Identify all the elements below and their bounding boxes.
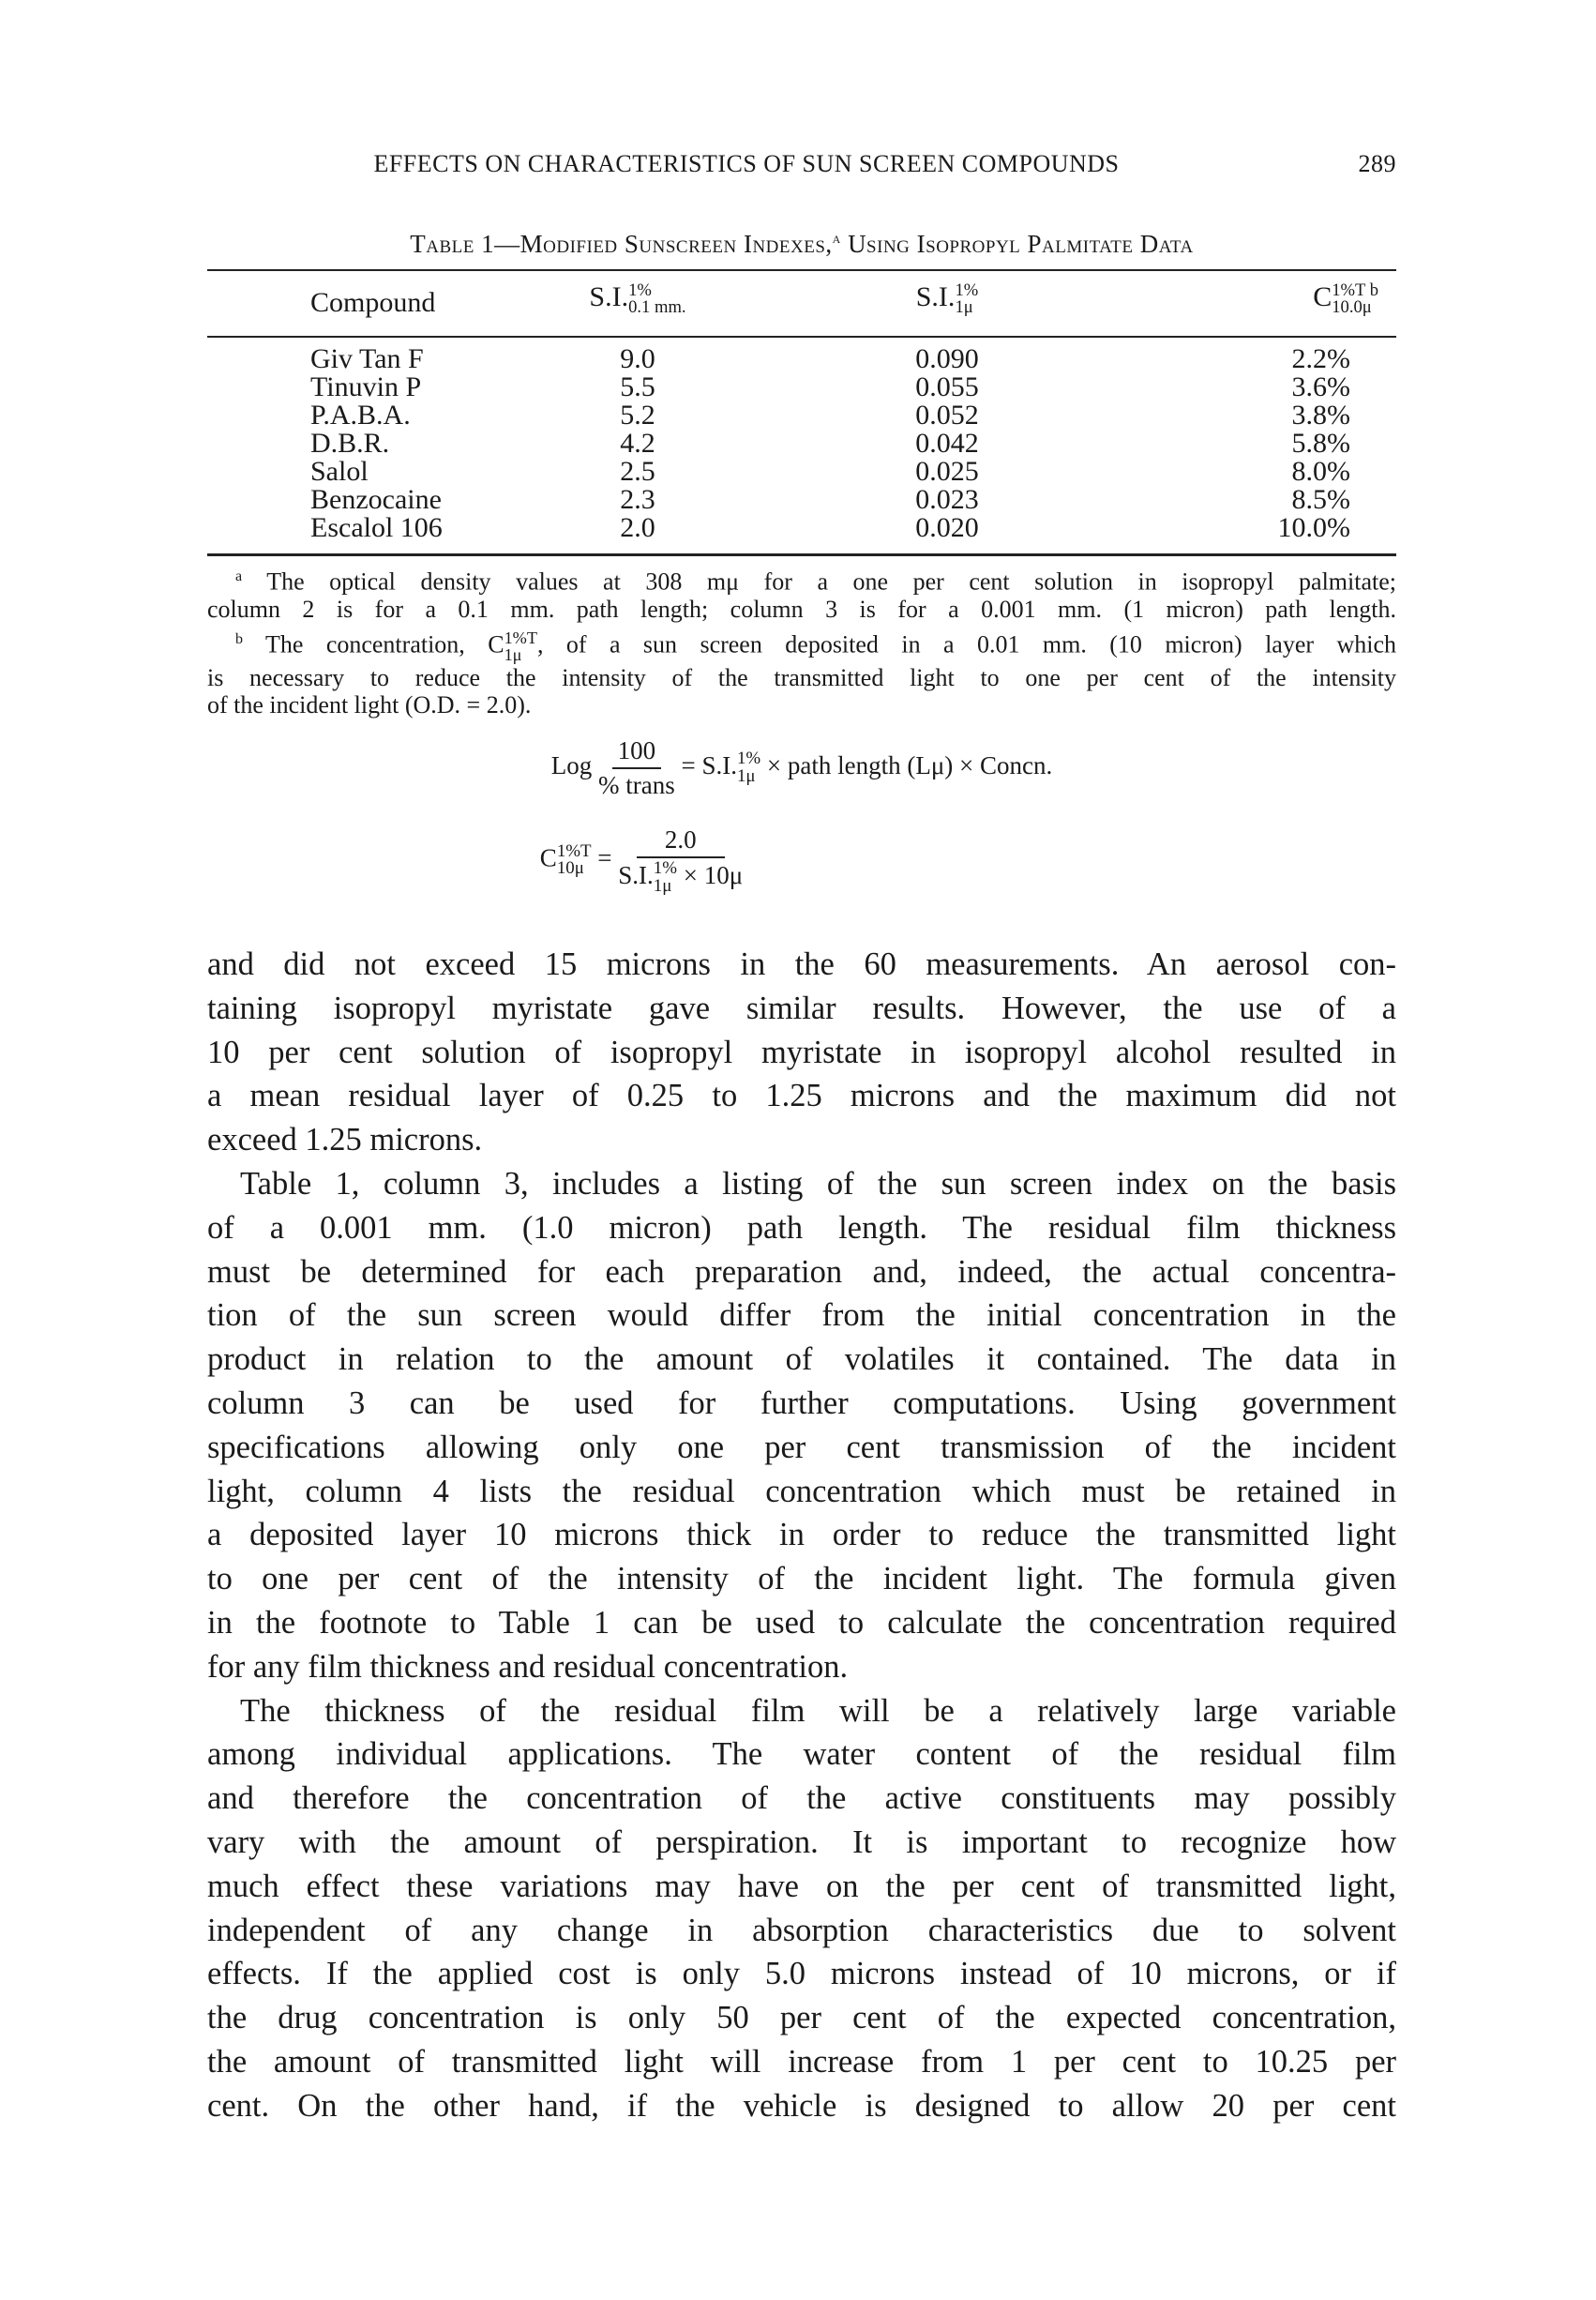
footnote-a-line [207, 563, 1396, 596]
si-1mu-cell: 0.023 [915, 484, 979, 515]
header-compound: Compound [310, 287, 436, 318]
si-01mm-cell: 5.5 [620, 371, 655, 402]
text-line: product in relation to the amount of volatiles it contained. The data in [207, 1341, 1396, 1378]
text-line: The thickness of the residual film will be a relatively large variable [240, 1692, 1396, 1729]
table-title-rest: Using Isopropyl Palmitate Data [840, 230, 1194, 258]
text-line: the amount of transmitted light will increase from 1 per cent to 10.25 per [207, 2043, 1396, 2080]
math-sup: 1%T [504, 628, 537, 648]
compound-cell: Escalol 106 [310, 512, 443, 543]
footnote-text: The optical density values at 308 mμ for a one per cent solution in isopropyl palmitate; [266, 567, 1396, 596]
text-line: cent. On the other hand, if the vehicle is designed to allow 20 per cent [207, 2087, 1396, 2124]
footnote-b-line [207, 624, 1396, 664]
text-line: and did not exceed 15 microns in the 60 measurements. An aerosol con- [207, 946, 1396, 982]
denominator: % trans [597, 771, 675, 799]
text-line: tion of the sun screen would differ from the initial concentration in the [207, 1297, 1396, 1334]
footnote-b-line: of the incident light (O.D. = 2.0). [207, 691, 532, 719]
text-line: vary with the amount of perspiration. It is important to recognize how [207, 1823, 1396, 1860]
footnote-b-line: is necessary to reduce the intensity of the transmitted light to one per cent of the intensity [207, 663, 1396, 691]
footnote-text: , of a sun screen deposited in a 0.01 mm. (10 micron) layer which [536, 630, 1396, 658]
math-text: = S.I. [681, 751, 737, 780]
table-top-rule [207, 269, 1396, 271]
si-1mu-cell: 0.090 [915, 343, 979, 374]
concentration-cell: 10.0% [1277, 512, 1350, 543]
header-sup: 1% [628, 280, 652, 300]
math-text: × path length (Lμ) × Concn. [760, 751, 1053, 780]
footnote-mark: b [235, 630, 243, 647]
running-head-title: EFFECTS ON CHARACTERISTICS OF SUN SCREEN COMPOUNDS [373, 150, 1120, 177]
text-line: effects. If the applied cost is only 5.0 microns instead of 10 microns, or if [207, 1956, 1396, 1992]
math-sub: 1μ [736, 766, 756, 786]
text-line: among individual applications. The water content of the residual film [207, 1736, 1396, 1773]
math-sub: 1μ [653, 875, 672, 896]
math-text: Log [550, 751, 593, 780]
text-line: much effect these variations may have on the per cent of transmitted light, [207, 1868, 1396, 1904]
si-01mm-cell: 2.3 [620, 484, 655, 515]
math-text: = [597, 843, 612, 872]
concentration-cell: 2.2% [1291, 343, 1350, 374]
text-line: for any film thickness and residual concentration. [207, 1648, 849, 1685]
concentration-cell: 5.8% [1291, 428, 1350, 459]
denominator [618, 858, 743, 896]
si-01mm-cell: 5.2 [620, 400, 655, 431]
concentration-cell: 8.0% [1291, 456, 1350, 487]
table-bottom-rule [207, 553, 1396, 556]
text-line: must be determined for each preparation and, indeed, the actual concentra- [207, 1253, 1396, 1290]
si-01mm-cell: 2.5 [620, 456, 655, 487]
formula-concentration [47, 825, 1236, 896]
numerator: 100 [612, 736, 662, 769]
si-01mm-cell: 4.2 [620, 428, 655, 459]
table-header-rule [207, 336, 1396, 338]
compound-cell: D.B.R. [310, 428, 390, 459]
table-title [207, 229, 1396, 259]
header-sup: 1%T b [1332, 280, 1378, 300]
table-title-text: Table 1—Modified Sunscreen Indexes, [410, 230, 833, 258]
text-line: a mean residual layer of 0.25 to 1.25 microns and the maximum did not [207, 1078, 1396, 1114]
text-line: column 3 can be used for further computations. Using government [207, 1385, 1396, 1421]
page-number: 289 [1358, 150, 1396, 177]
footnote-text: The concentration, C [264, 630, 504, 658]
header-sub: 1μ [955, 297, 973, 318]
compound-cell: Tinuvin P [310, 371, 422, 402]
footnote-mark: a [235, 568, 243, 584]
footnote-mark: a [832, 229, 841, 247]
math-sup: 1%T [556, 840, 592, 861]
text-line: exceed 1.25 microns. [207, 1122, 483, 1158]
compound-cell: Giv Tan F [310, 343, 424, 374]
si-1mu-cell: 0.055 [915, 371, 979, 402]
text-line: light, column 4 lists the residual concentration which must be retained in [207, 1473, 1396, 1509]
paragraph [207, 1162, 1396, 1689]
text-line: independent of any change in absorption characteristics due to solvent [207, 1912, 1396, 1948]
header-sup: 1% [955, 280, 979, 300]
fraction [618, 825, 743, 896]
header-sub: 10.0μ [1332, 297, 1372, 318]
text-line: and therefore the concentration of the active constituents may possibly [207, 1780, 1396, 1817]
header-base: S.I. [589, 281, 629, 312]
si-1mu-cell: 0.025 [915, 456, 979, 487]
table-footnotes [207, 563, 1396, 719]
si-01mm-cell: 9.0 [620, 343, 655, 374]
concentration-cell: 3.6% [1291, 371, 1350, 402]
header-concentration [1219, 281, 1378, 317]
concentration-cell: 3.8% [1291, 400, 1350, 431]
text-line: to one per cent of the intensity of the incident light. The formula given [207, 1561, 1396, 1597]
compound-cell: P.A.B.A. [310, 400, 411, 431]
math-text: C [539, 843, 557, 872]
math-sub: 10μ [556, 858, 584, 879]
header-base: S.I. [915, 281, 956, 312]
paragraph [207, 943, 1396, 1162]
math-sup: 1% [736, 749, 761, 769]
text-line: Table 1, column 3, includes a listing of the sun screen index on the basis [240, 1165, 1396, 1202]
header-base: C [1313, 281, 1333, 312]
si-1mu-cell: 0.042 [915, 428, 979, 459]
math-text: × 10μ [676, 861, 744, 890]
math-text: S.I. [618, 861, 654, 890]
header-sub: 0.1 mm. [628, 297, 686, 318]
paragraph [207, 1689, 1396, 2128]
si-1mu-cell: 0.020 [915, 512, 979, 543]
numerator: 2.0 [637, 825, 725, 858]
math-sup: 1% [653, 858, 677, 878]
text-line: the drug concentration is only 50 per cent of the expected concentration, [207, 2000, 1396, 2036]
compound-cell: Salol [310, 456, 369, 487]
footnote-a-line: column 2 is for a 0.1 mm. path length; column 3 is for a 0.001 mm. (1 micron) path length. [207, 596, 1396, 624]
si-01mm-cell: 2.0 [620, 512, 655, 543]
header-si-01mm [563, 281, 713, 317]
text-line: in the footnote to Table 1 can be used to calculate the concentration required [207, 1604, 1396, 1641]
header-si-1mu [872, 281, 1022, 317]
text-line: a deposited layer 10 microns thick in order to reduce the transmitted light [207, 1517, 1396, 1553]
math-sub: 1μ [504, 645, 522, 665]
compound-cell: Benzocaine [310, 484, 442, 515]
formula-log-transmission [207, 736, 1396, 800]
text-line: specifications allowing only one per cent transmission of the incident [207, 1429, 1396, 1465]
fraction [598, 736, 675, 800]
text-line: 10 per cent solution of isopropyl myristate in isopropyl alcohol resulted in [207, 1034, 1396, 1070]
concentration-cell: 8.5% [1291, 484, 1350, 515]
body-text [207, 943, 1396, 2128]
text-line: taining isopropyl myristate gave similar results. However, the use of a [207, 990, 1396, 1026]
si-1mu-cell: 0.052 [915, 400, 979, 431]
text-line: of a 0.001 mm. (1.0 micron) path length. The residual film thickness [207, 1209, 1396, 1246]
